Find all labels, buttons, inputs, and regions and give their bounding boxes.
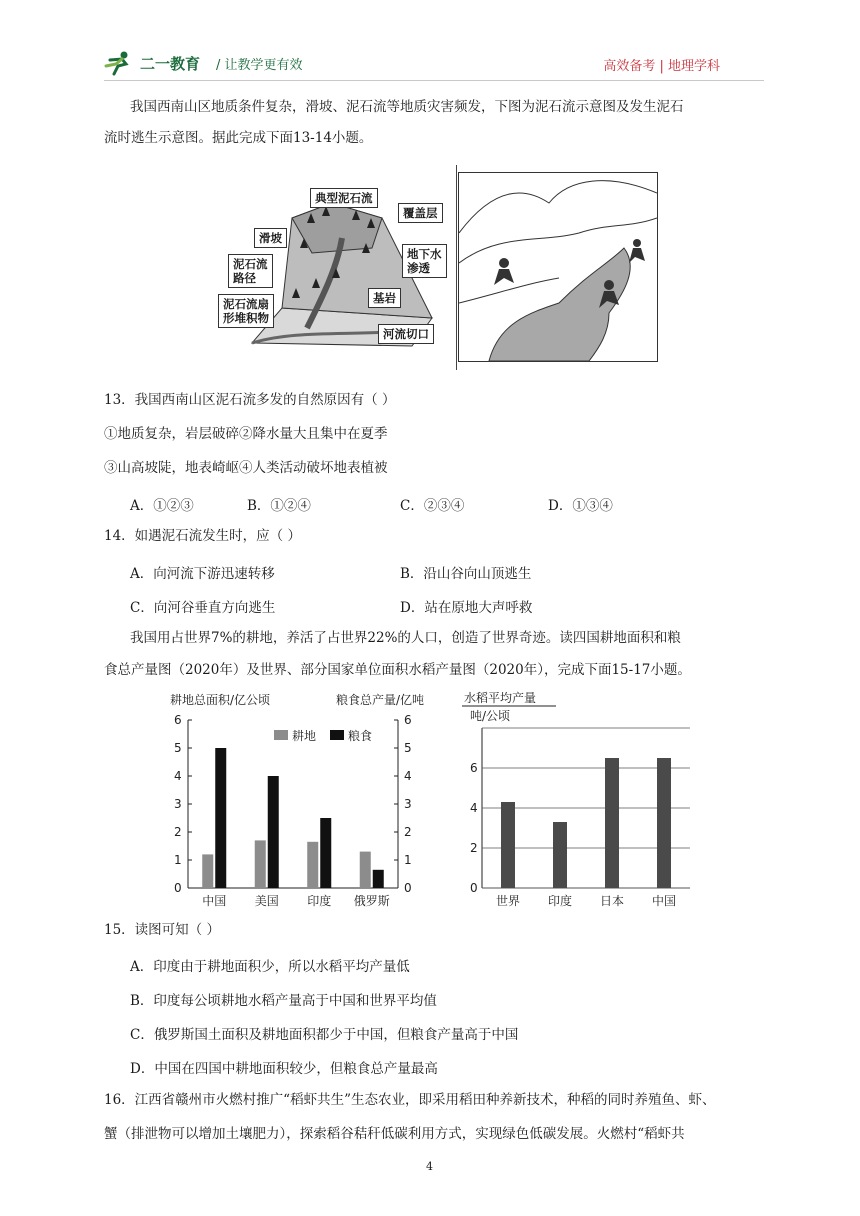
legend-swatch-耕地	[274, 730, 288, 740]
q15-option-a[interactable]: A．印度由于耕地面积少，所以水稻平均产量低	[130, 959, 410, 975]
q14-option-d[interactable]: D．站在原地大声呼救	[400, 600, 533, 616]
q16-line2: 蟹（排泄物可以增加土壤肥力），探索稻谷秸秆低碳利用方式，实现绿色低碳发展。火燃村“稻虾共	[104, 1126, 685, 1142]
escape-diagram	[458, 172, 658, 362]
q15-option-c[interactable]: C．俄罗斯国土面积及耕地面积都少于中国，但粮食产量高于中国	[130, 1027, 519, 1043]
bar-印度	[553, 822, 567, 888]
label-groundwater: 地下水 渗透	[402, 244, 447, 278]
bar-耕地	[307, 842, 318, 888]
label-cover-layer: 覆盖层	[398, 203, 443, 223]
y-axis-label: 水稻平均产量	[464, 691, 537, 705]
y-tick-label-right: 6	[404, 713, 412, 727]
rice-yield-chart-svg	[460, 688, 700, 918]
y-tick-label: 6	[470, 761, 478, 775]
page-number: 4	[426, 1160, 433, 1173]
bar-中国	[657, 758, 671, 888]
label-debris-path: 泥石流 路径	[228, 254, 273, 288]
person-icon	[494, 258, 514, 285]
bar-世界	[501, 802, 515, 888]
q16-line1: 16．江西省赣州市火燃村推广“稻虾共生”生态农业，即采用稻田种养新技术，种稻的同时养殖鱼、虾、	[104, 1092, 716, 1108]
bar-粮食	[320, 818, 331, 888]
label-typical-debris-flow: 典型泥石流	[310, 188, 378, 208]
q13-option-d[interactable]: D．①③④	[548, 498, 613, 514]
y-tick-label-right: 3	[404, 797, 412, 811]
legend-label: 耕地	[292, 729, 317, 743]
q14-option-c[interactable]: C．向河谷垂直方向逃生	[130, 600, 276, 616]
label-river-cut: 河流切口	[378, 324, 434, 344]
q13-stem: 13．我国西南山区泥石流多发的自然原因有（ ）	[104, 392, 396, 408]
header-logo	[104, 50, 303, 76]
q14-option-b[interactable]: B．沿山谷向山顶逃生	[400, 566, 532, 582]
x-tick-label: 印度	[547, 894, 573, 908]
header-slogan: / 让教学更有效	[216, 57, 303, 73]
y-tick-label-right: 4	[404, 769, 412, 783]
y-tick-label: 0	[470, 881, 478, 895]
label-fan-deposit: 泥石流扇 形堆积物	[218, 294, 274, 328]
y-tick-label-right: 5	[404, 741, 412, 755]
y-tick-label: 2	[470, 841, 478, 855]
y-tick-label: 4	[470, 801, 478, 815]
bar-耕地	[360, 852, 371, 888]
intro-paragraph-line1: 我国西南山区地质条件复杂，滑坡、泥石流等地质灾害频发，下图为泥石流示意图及发生泥石	[130, 99, 684, 115]
y-tick-label-right: 2	[404, 825, 412, 839]
escape-illustration	[459, 173, 657, 361]
label-landslide: 滑坡	[254, 228, 287, 248]
q14-option-a[interactable]: A．向河流下游迅速转移	[130, 566, 275, 582]
y-tick-label-left: 6	[174, 713, 182, 727]
y-tick-label-right: 0	[404, 881, 412, 895]
farmland-grain-chart-svg	[160, 688, 430, 918]
logo-text: 二一教育	[140, 54, 201, 73]
q15-stem: 15．读图可知（ ）	[104, 922, 220, 938]
y-tick-label-right: 1	[404, 853, 412, 867]
y-tick-label-left: 4	[174, 769, 182, 783]
runner-logo-icon	[104, 50, 134, 76]
legend-swatch-粮食	[330, 730, 344, 740]
q15-option-d[interactable]: D．中国在四国中耕地面积较少，但粮食总产量最高	[130, 1061, 438, 1077]
x-tick-label: 日本	[599, 894, 625, 908]
q13-option-a[interactable]: A．①②③	[130, 498, 194, 514]
farmland-grain-chart	[160, 688, 430, 922]
x-tick-label: 印度	[307, 894, 332, 908]
debris-flow-diagram	[212, 178, 454, 358]
x-tick-label: 美国	[254, 894, 279, 908]
rice-yield-chart	[460, 688, 700, 922]
intro2-paragraph-line1: 我国用占世界7%的耕地，养活了占世界22%的人口，创造了世界奇迹。读四国耕地面积和粮	[130, 630, 681, 646]
q13-option-b[interactable]: B．①②④	[247, 498, 311, 514]
y-tick-label-left: 0	[174, 881, 182, 895]
y-tick-label-left: 1	[174, 853, 182, 867]
y-axis-unit: 吨/公顷	[470, 709, 511, 723]
q13-line2: ③山高坡陡，地表崎岖④人类活动破坏地表植被	[104, 460, 388, 476]
bar-粮食	[373, 870, 384, 888]
bar-耕地	[255, 840, 266, 888]
intro2-paragraph-line2: 食总产量图（2020年）及世界、部分国家单位面积水稻产量图（2020年），完成下面15-17小题。	[104, 662, 691, 678]
bar-日本	[605, 758, 619, 888]
x-tick-label: 俄罗斯	[353, 894, 390, 908]
q14-stem: 14．如遇泥石流发生时，应（ ）	[104, 528, 301, 544]
bar-粮食	[215, 748, 226, 888]
q15-option-b[interactable]: B．印度每公顷耕地水稻产量高于中国和世界平均值	[130, 993, 437, 1009]
q13-option-c[interactable]: C．②③④	[400, 498, 465, 514]
bar-耕地	[202, 854, 213, 888]
x-tick-label: 中国	[202, 894, 227, 908]
y-tick-label-left: 2	[174, 825, 182, 839]
y-tick-label-left: 3	[174, 797, 182, 811]
diagram-separator	[456, 165, 457, 370]
x-tick-label: 中国	[651, 894, 677, 908]
y-tick-label-left: 5	[174, 741, 182, 755]
x-tick-label: 世界	[495, 894, 521, 908]
legend-label: 粮食	[348, 729, 373, 743]
bar-粮食	[268, 776, 279, 888]
intro-paragraph-line2: 流时逃生示意图。据此完成下面13-14小题。	[104, 130, 373, 146]
header-divider	[104, 80, 764, 81]
q13-line1: ①地质复杂，岩层破碎②降水量大且集中在夏季	[104, 426, 388, 442]
label-bedrock: 基岩	[368, 288, 401, 308]
y-axis-label-left: 耕地总面积/亿公顷	[170, 693, 271, 707]
y-axis-label-right: 粮食总产量/亿吨	[336, 693, 425, 707]
header-subject: 高效备考 | 地理学科	[603, 59, 720, 74]
